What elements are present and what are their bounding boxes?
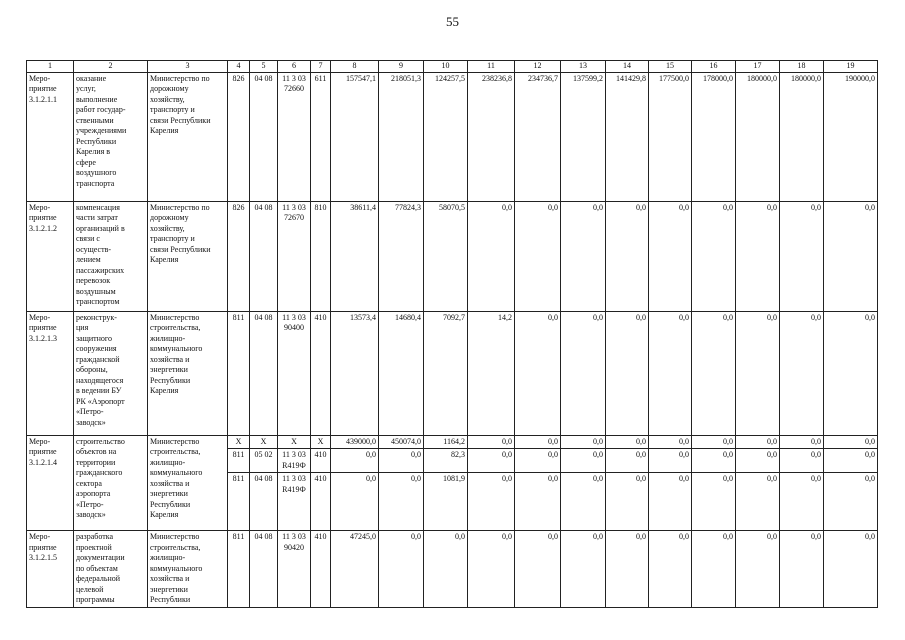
amount-cell-col-11: 0,0 [468, 201, 515, 311]
amount-cell-col-8: 439000,0 [331, 435, 379, 449]
column-number-6: 6 [278, 61, 311, 73]
amount-cell-col-18: 0,0 [780, 311, 824, 435]
target-article-cell: 11 3 03 90400 [278, 311, 311, 435]
amount-cell-col-14: 0,0 [606, 531, 649, 608]
expense-type-cell: 611 [311, 72, 331, 201]
amount-cell-col-16: 0,0 [692, 449, 736, 473]
responsible-ministry-cell: Министерство строительства, жилищно- коммунального хозяйства и энергетики Республики [148, 531, 228, 608]
measure-code-cell: Меро- приятие 3.1.2.1.5 [27, 531, 74, 608]
amount-cell-col-18: 0,0 [780, 435, 824, 449]
amount-cell-col-16: 0,0 [692, 531, 736, 608]
column-number-16: 16 [692, 61, 736, 73]
amount-cell-col-10: 0,0 [424, 531, 468, 608]
amount-cell-col-10: 124257,5 [424, 72, 468, 201]
responsible-ministry-cell: Министерство строительства, жилищно- коммунального хозяйства и энергетики Республики Карелия [148, 435, 228, 531]
amount-cell-col-10: 82,3 [424, 449, 468, 473]
table-row [27, 531, 878, 608]
measure-description-cell: компенсация части затрат организаций в связи с осуществ- лением пассажирских перевозок воздушным транспортом [74, 201, 148, 311]
column-number-2: 2 [74, 61, 148, 73]
ministry-code-cell: 826 [228, 72, 250, 201]
amount-cell-col-13: 0,0 [561, 531, 606, 608]
column-number-18: 18 [780, 61, 824, 73]
amount-cell-col-8: 0,0 [331, 449, 379, 473]
measure-description-cell: реконструк- ция защитного сооружения гражданской обороны, находящегося в ведении БУ РК «Аэропорт «Петро- заводск» [74, 311, 148, 435]
section-code-cell: Х [250, 435, 278, 449]
expense-type-cell: 410 [311, 531, 331, 608]
responsible-ministry-cell: Министерство по дорожному хозяйству, транспорту и связи Республики Карелия [148, 201, 228, 311]
section-code-cell: 04 08 [250, 201, 278, 311]
amount-cell-col-14: 0,0 [606, 201, 649, 311]
target-article-cell: 11 3 03 72660 [278, 72, 311, 201]
amount-cell-col-15: 0,0 [649, 435, 692, 449]
expense-type-cell: Х [311, 435, 331, 449]
table-row [27, 435, 878, 449]
amount-cell-col-19: 0,0 [824, 201, 878, 311]
section-code-cell: 05 02 [250, 449, 278, 473]
measure-code-cell: Меро- приятие 3.1.2.1.3 [27, 311, 74, 435]
column-number-1: 1 [27, 61, 74, 73]
column-number-14: 14 [606, 61, 649, 73]
measure-code-cell: Меро- приятие 3.1.2.1.4 [27, 435, 74, 531]
amount-cell-col-16: 178000,0 [692, 72, 736, 201]
amount-cell-col-18: 0,0 [780, 449, 824, 473]
amount-cell-col-8: 38611,4 [331, 201, 379, 311]
amount-cell-col-10: 58070,5 [424, 201, 468, 311]
ministry-code-cell: 826 [228, 201, 250, 311]
amount-cell-col-12: 0,0 [515, 473, 561, 531]
amount-cell-col-14: 0,0 [606, 449, 649, 473]
column-number-12: 12 [515, 61, 561, 73]
section-code-cell: 04 08 [250, 311, 278, 435]
amount-cell-col-19: 0,0 [824, 531, 878, 608]
column-number-7: 7 [311, 61, 331, 73]
amount-cell-col-9: 14680,4 [379, 311, 424, 435]
amount-cell-col-9: 0,0 [379, 449, 424, 473]
amount-cell-col-8: 157547,1 [331, 72, 379, 201]
target-article-cell: 11 3 03 90420 [278, 531, 311, 608]
column-number-19: 19 [824, 61, 878, 73]
section-code-cell: 04 08 [250, 72, 278, 201]
section-code-cell: 04 08 [250, 473, 278, 531]
amount-cell-col-12: 0,0 [515, 435, 561, 449]
amount-cell-col-18: 0,0 [780, 531, 824, 608]
ministry-code-cell: 811 [228, 473, 250, 531]
amount-cell-col-15: 0,0 [649, 311, 692, 435]
amount-cell-col-10: 1164,2 [424, 435, 468, 449]
table-row [27, 201, 878, 311]
column-number-5: 5 [250, 61, 278, 73]
amount-cell-col-11: 0,0 [468, 449, 515, 473]
amount-cell-col-9: 0,0 [379, 531, 424, 608]
ministry-code-cell: 811 [228, 311, 250, 435]
amount-cell-col-10: 1081,9 [424, 473, 468, 531]
amount-cell-col-17: 0,0 [736, 201, 780, 311]
amount-cell-col-17: 0,0 [736, 311, 780, 435]
amount-cell-col-12: 0,0 [515, 449, 561, 473]
expense-type-cell: 810 [311, 201, 331, 311]
target-article-cell: Х [278, 435, 311, 449]
measure-description-cell: оказание услуг, выполнение работ государ- ственными учреждениями Республики Карелия в сфере воздушного транспорта [74, 72, 148, 201]
amount-cell-col-19: 0,0 [824, 473, 878, 531]
table-row [27, 311, 878, 435]
amount-cell-col-19: 0,0 [824, 311, 878, 435]
page-number: 55 [446, 14, 459, 29]
amount-cell-col-14: 0,0 [606, 473, 649, 531]
measure-code-cell: Меро- приятие 3.1.2.1.1 [27, 72, 74, 201]
measure-description-cell: строительство объектов на территории гражданского сектора аэропорта «Петро- заводск» [74, 435, 148, 531]
amount-cell-col-14: 141429,8 [606, 72, 649, 201]
amount-cell-col-18: 0,0 [780, 473, 824, 531]
amount-cell-col-16: 0,0 [692, 435, 736, 449]
column-number-9: 9 [379, 61, 424, 73]
amount-cell-col-15: 0,0 [649, 201, 692, 311]
responsible-ministry-cell: Министерство по дорожному хозяйству, транспорту и связи Республики Карелия [148, 72, 228, 201]
amount-cell-col-11: 0,0 [468, 435, 515, 449]
amount-cell-col-12: 0,0 [515, 201, 561, 311]
amount-cell-col-16: 0,0 [692, 311, 736, 435]
amount-cell-col-15: 0,0 [649, 449, 692, 473]
amount-cell-col-16: 0,0 [692, 473, 736, 531]
amount-cell-col-13: 0,0 [561, 201, 606, 311]
expense-type-cell: 410 [311, 311, 331, 435]
expense-type-cell: 410 [311, 473, 331, 531]
ministry-code-cell: 811 [228, 449, 250, 473]
amount-cell-col-15: 0,0 [649, 531, 692, 608]
amount-cell-col-13: 0,0 [561, 449, 606, 473]
amount-cell-col-9: 0,0 [379, 473, 424, 531]
amount-cell-col-15: 177500,0 [649, 72, 692, 201]
amount-cell-col-9: 77824,3 [379, 201, 424, 311]
amount-cell-col-18: 180000,0 [780, 72, 824, 201]
amount-cell-col-11: 238236,8 [468, 72, 515, 201]
amount-cell-col-13: 0,0 [561, 311, 606, 435]
amount-cell-col-17: 0,0 [736, 449, 780, 473]
amount-cell-col-9: 218051,3 [379, 72, 424, 201]
amount-cell-col-15: 0,0 [649, 473, 692, 531]
column-number-8: 8 [331, 61, 379, 73]
amount-cell-col-17: 0,0 [736, 435, 780, 449]
amount-cell-col-13: 0,0 [561, 473, 606, 531]
amount-cell-col-17: 0,0 [736, 531, 780, 608]
target-article-cell: 11 3 03 72670 [278, 201, 311, 311]
amount-cell-col-14: 0,0 [606, 311, 649, 435]
amount-cell-col-11: 14,2 [468, 311, 515, 435]
amount-cell-col-18: 0,0 [780, 201, 824, 311]
column-number-3: 3 [148, 61, 228, 73]
amount-cell-col-14: 0,0 [606, 435, 649, 449]
column-number-11: 11 [468, 61, 515, 73]
amount-cell-col-8: 47245,0 [331, 531, 379, 608]
column-number-row [27, 61, 878, 73]
amount-cell-col-19: 0,0 [824, 449, 878, 473]
column-number-15: 15 [649, 61, 692, 73]
table-row [27, 72, 878, 201]
responsible-ministry-cell: Министерство строительства, жилищно- коммунального хозяйства и энергетики Республики Карелия [148, 311, 228, 435]
section-code-cell: 04 08 [250, 531, 278, 608]
measure-description-cell: разработка проектной документации по объектам федеральной целевой программы [74, 531, 148, 608]
amount-cell-col-19: 190000,0 [824, 72, 878, 201]
target-article-cell: 11 3 03 R419Ф [278, 473, 311, 531]
amount-cell-col-12: 0,0 [515, 311, 561, 435]
amount-cell-col-10: 7092,7 [424, 311, 468, 435]
amount-cell-col-13: 137599,2 [561, 72, 606, 201]
amount-cell-col-12: 0,0 [515, 531, 561, 608]
expense-type-cell: 410 [311, 449, 331, 473]
amount-cell-col-13: 0,0 [561, 435, 606, 449]
budget-table [26, 60, 878, 608]
ministry-code-cell: 811 [228, 531, 250, 608]
amount-cell-col-12: 234736,7 [515, 72, 561, 201]
amount-cell-col-11: 0,0 [468, 473, 515, 531]
ministry-code-cell: Х [228, 435, 250, 449]
measure-code-cell: Меро- приятие 3.1.2.1.2 [27, 201, 74, 311]
amount-cell-col-19: 0,0 [824, 435, 878, 449]
amount-cell-col-16: 0,0 [692, 201, 736, 311]
amount-cell-col-8: 0,0 [331, 473, 379, 531]
column-number-13: 13 [561, 61, 606, 73]
amount-cell-col-8: 13573,4 [331, 311, 379, 435]
amount-cell-col-17: 0,0 [736, 473, 780, 531]
column-number-17: 17 [736, 61, 780, 73]
target-article-cell: 11 3 03 R419Ф [278, 449, 311, 473]
column-number-10: 10 [424, 61, 468, 73]
amount-cell-col-11: 0,0 [468, 531, 515, 608]
column-number-4: 4 [228, 61, 250, 73]
amount-cell-col-17: 180000,0 [736, 72, 780, 201]
amount-cell-col-9: 450074,0 [379, 435, 424, 449]
